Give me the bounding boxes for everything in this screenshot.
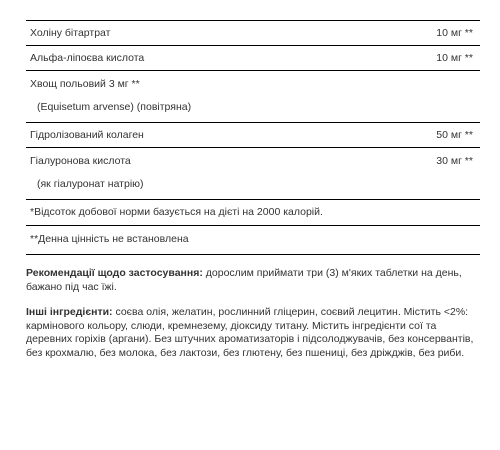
ingredient-name: Гіалуронова кислота (30, 155, 131, 167)
ingredient-name: Холіну бітартрат (30, 27, 111, 39)
supplement-facts-table (26, 20, 480, 255)
footnote-daily-value (26, 200, 480, 226)
ingredient-name: Гідролізований колаген (30, 129, 144, 141)
footnote-not-established (26, 226, 480, 255)
ingredient-subname: (Equisetum arvense) (повітряна) (37, 101, 192, 113)
ingredient-name-block (30, 152, 426, 193)
ingredient-amount: 10 мг ** (436, 27, 473, 39)
ingredient-subname: (як гіалуронат натрію) (37, 178, 144, 190)
usage-paragraph (26, 267, 480, 294)
table-row-hydrolyzed-collagen (26, 123, 480, 148)
table-row-hyaluronic-acid (26, 148, 480, 200)
other-ingredients-label: Інші інгредієнти: (26, 306, 113, 318)
ingredient-amount: 30 мг ** (436, 155, 473, 167)
ingredient-amount: 10 мг ** (436, 52, 473, 64)
table-row-horsetail (26, 71, 480, 123)
table-row-choline (26, 21, 480, 46)
footnote-text: *Відсоток добової норми базується на дієті на 2000 калорій. (30, 206, 323, 218)
table-row-alpha-lipoic-acid (26, 46, 480, 71)
ingredient-amount: 50 мг ** (436, 129, 473, 141)
other-ingredients-paragraph (26, 306, 480, 360)
usage-label: Рекомендації щодо застосування: (26, 267, 203, 279)
usage-text: дорослим приймати три (3) м'яких таблетки на день, бажано під час їжі. (26, 267, 462, 293)
ingredient-name: Хвощ польовий 3 мг ** (30, 78, 140, 90)
other-ingredients-text: соєва олія, желатин, рослинний гліцерин, соєвий лецитин. Містить <2%: кармінового кольору, слюди, кремнезему, діоксиду титану. Містить інгредієнти сої та деревних горіхів (аргани). Без штучних ароматизаторів і підсолоджувачів, без консервантів, без крохмалю, без молока, без лактози, без глютену, без пшениці, без дріжджів, без риби. (26, 306, 474, 359)
ingredient-name: Альфа-ліпоєва кислота (30, 52, 145, 64)
ingredient-name-block (30, 75, 463, 116)
footnote-text: **Денна цінність не встановлена (30, 233, 189, 245)
